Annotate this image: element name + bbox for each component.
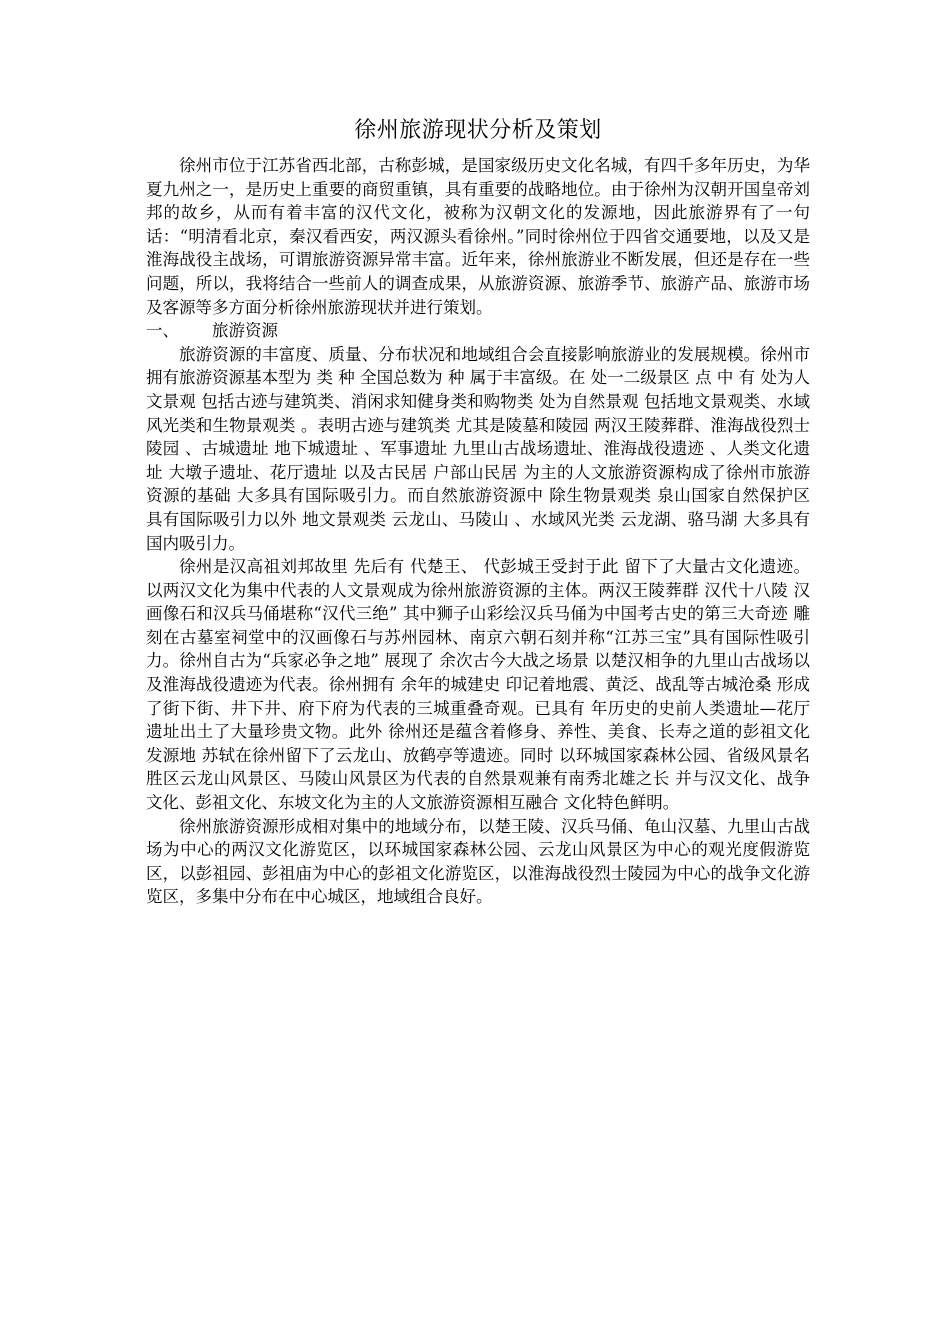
- section-number: 一、: [146, 321, 179, 341]
- intro-paragraph: 徐州市位于江苏省西北部，古称彭城，是国家级历史文化名城，有四千多年历史，为华夏九州之一，是历史上重要的商贸重镇，具有重要的战略地位。由于徐州为汉朝开国皇帝刘邦的故乡，从而有着丰富的汉代文化，被称为汉朝文化的发源地，因此旅游界有了一句话：“明清看北京，秦汉看西安，两汉源头看徐州。”同时徐州位于四省交通要地，以及又是淮海战役主战场，可谓旅游资源异常丰富。近年来，徐州旅游业不断发展，但还是存在一些问题，所以，我将结合一些前人的调查成果，从旅游资源、旅游季节、旅游产品、旅游市场及客源等多方面分析徐州旅游现状并进行策划。: [146, 156, 810, 317]
- section-title: 旅游资源: [212, 321, 278, 341]
- section-paragraph-2: 徐州是汉高祖刘邦故里 先后有 代楚王、 代彭城王受封于此 留下了大量古文化遗迹。以两汉文化为集中代表的人文景观成为徐州旅游资源的主体。两汉王陵葬群 汉代十八陵 汉画像石和汉兵马俑堪称“汉代三绝” 其中狮子山彩绘汉兵马俑为中国考古史的第三大奇迹 雕刻在古墓室祠堂中的汉画像石与苏州园林、南京六朝石刻并称“江苏三宝”具有国际性吸引力。徐州自古为“兵家必争之地” 展现了 余次古今大战之场景 以楚汉相争的九里山古战场以及淮海战役遗迹为代表。徐州拥有 余年的城建史 印记着地震、黄泛、战乱等古城沧桑 形成了街下街、井下井、府下府为代表的三城重叠奇观。已具有 年历史的史前人类遗址—花厅遗址出土了大量珍贵文物。此外 徐州还是蕴含着修身、养性、美食、长寿之道的彭祖文化发源地 苏轼在徐州留下了云龙山、放鹤亭等遗迹。同时 以环城国家森林公园、省级风景名胜区云龙山风景区、马陵山风景区为代表的自然景观兼有南秀北雄之长 并与汉文化、战争文化、彭祖文化、东坡文化为主的人文旅游资源相互融合 文化特色鲜明。: [146, 557, 810, 813]
- document-title: 徐州旅游现状分析及策划: [354, 118, 602, 143]
- section-heading: [146, 319, 810, 343]
- section-paragraph-1: 旅游资源的丰富度、质量、分布状况和地域组合会直接影响旅游业的发展规模。徐州市拥有旅游资源基本型为 类 种 全国总数为 种 属于丰富级。在 处一二级景区 点 中 有 处为人文景观 包括古迹与建筑类、消闲求知健身类和购物类 处为自然景观 包括地文景观类、水域风光类和生物景观类 。表明古迹与建筑类 尤其是陵墓和陵园 两汉王陵葬群、淮海战役烈士陵园 、古城遗址 地下城遗址 、军事遗址 九里山古战场遗址、淮海战役遗迹 、人类文化遗址 大墩子遗址、花厅遗址 以及古民居 户部山民居 为主的人文旅游资源构成了徐州市旅游资源的基础 大多具有国际吸引力。而自然旅游资源中 除生物景观类 泉山国家自然保护区 具有国际吸引力以外 地文景观类 云龙山、马陵山 、水域风光类 云龙湖、骆马湖 大多具有国内吸引力。: [146, 344, 810, 553]
- section-paragraph-3: 徐州旅游资源形成相对集中的地域分布，以楚王陵、汉兵马俑、龟山汉墓、九里山古战场为中心的两汉文化游览区，以环城国家森林公园、云龙山风景区为中心的观光度假游览区，以彭祖园、彭祖庙为中心的彭祖文化游览区，以淮海战役烈士陵园为中心的战争文化游览区，多集中分布在中心城区，地域组合良好。: [146, 816, 810, 907]
- document-page: [146, 116, 810, 909]
